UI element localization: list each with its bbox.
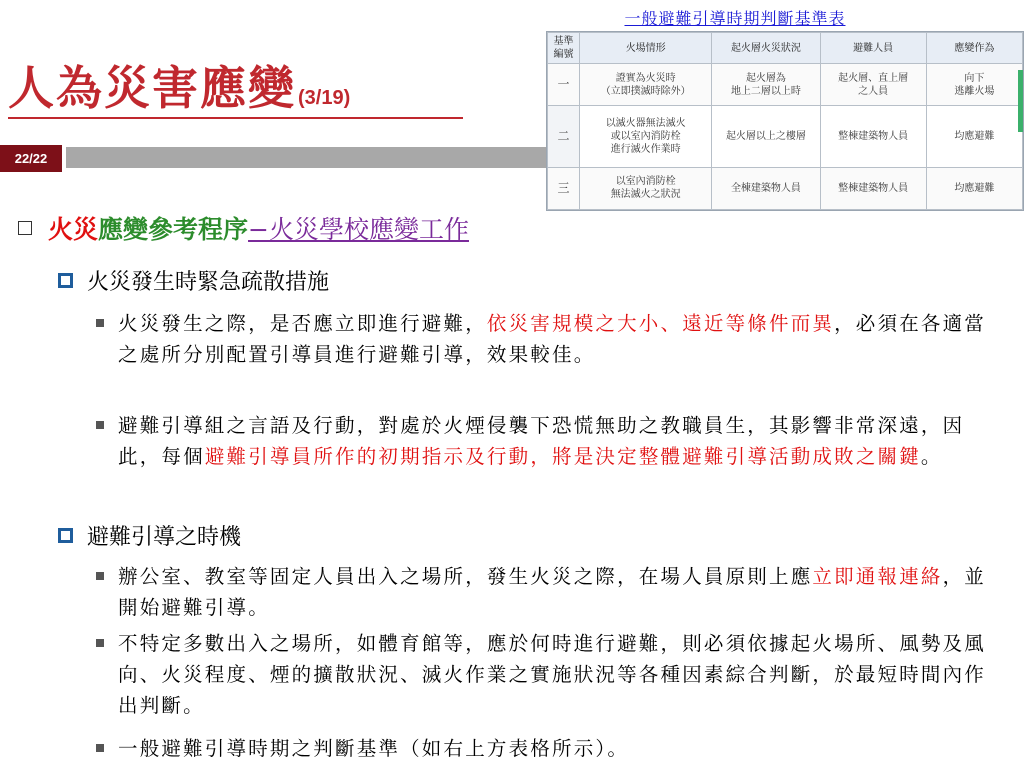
reference-table-image	[546, 31, 1024, 211]
small-square-bullet-icon	[96, 319, 104, 327]
text-run: 辦公室、教室等固定人員出入之場所，發生火災之際，在場人員原則上應	[118, 565, 813, 588]
slide-title-sub: (3/19)	[298, 87, 351, 109]
table-cell: 均應避難	[926, 167, 1022, 209]
table-cell: 三	[548, 167, 580, 209]
hollow-square-bullet-icon	[18, 221, 32, 235]
text-run-emphasis: 立即通報連絡	[812, 565, 943, 588]
table-cell: 起火層為 地上二層以上時	[712, 64, 820, 106]
text-run: 避難引導組之言語及行動，對處於火煙侵襲下恐慌無助之教職員生，其影響非常深遠，因此，每個	[118, 414, 965, 468]
table-header-cell: 避難人員	[820, 33, 926, 64]
section-heading	[18, 210, 469, 246]
text-run: ，必須在各適當之處所分別配置引導員進行避難引導，效果較佳。	[118, 312, 987, 366]
table-cell: 向下 逃離火場	[926, 64, 1022, 106]
list-item	[96, 733, 1006, 764]
subsection-label: 火災發生時緊急疏散措施	[87, 270, 330, 295]
square-bullet-icon	[58, 528, 73, 543]
table-cell: 一	[548, 64, 580, 106]
header-bar-gray	[66, 147, 546, 168]
subsection-heading	[58, 265, 329, 296]
table-cell: 全棟建築物人員	[712, 167, 820, 209]
table-header-row	[548, 33, 1023, 64]
subsection-heading	[58, 520, 241, 551]
table-cell: 證實為火災時 （立即撲滅時除外）	[580, 64, 712, 106]
subsection-label: 避難引導之時機	[87, 525, 242, 550]
small-square-bullet-icon	[96, 639, 104, 647]
list-item-text	[118, 410, 1006, 472]
table-cell: 以室內消防栓 無法滅火之狀況	[580, 167, 712, 209]
list-item	[96, 410, 1006, 472]
heading-part-procedure: 應變參考程序	[98, 215, 249, 244]
list-item	[96, 628, 1006, 721]
text-run-emphasis: 避難引導員所作的初期指示及行動，將是決定整體避難引導活動成敗之關鍵	[204, 445, 921, 468]
slide-title-main: 人為災害應變	[8, 61, 296, 115]
table-cell: 二	[548, 106, 580, 167]
table-cell: 均應避難	[926, 106, 1022, 167]
list-item-text	[118, 561, 1006, 623]
text-run: 。	[920, 445, 943, 468]
heading-part-fire: 火災	[48, 215, 99, 244]
slide-title	[8, 52, 350, 122]
list-item-text: 一般避難引導時期之判斷基準（如右上方表格所示）。	[118, 737, 630, 760]
text-run-emphasis: 依災害規模之大小、遠近等條件而異	[486, 312, 835, 335]
table-cell: 整棟建築物人員	[820, 167, 926, 209]
table-row	[548, 106, 1023, 167]
text-run: 火災發生之際，是否應立即進行避難，	[118, 312, 487, 335]
list-item	[96, 561, 1006, 623]
small-square-bullet-icon	[96, 421, 104, 429]
small-square-bullet-icon	[96, 744, 104, 752]
table-header-cell: 起火層火災狀況	[712, 33, 820, 64]
list-item-text	[118, 308, 1006, 370]
reference-table	[547, 32, 1023, 210]
table-cell: 以滅火器無法滅火 或以室內消防栓 進行滅火作業時	[580, 106, 712, 167]
text-run: ，並開始避難引導。	[118, 565, 987, 619]
table-row	[548, 167, 1023, 209]
table-cell: 起火層、直上層 之人員	[820, 64, 926, 106]
table-header-cell: 基準 編號	[548, 33, 580, 64]
small-square-bullet-icon	[96, 572, 104, 580]
table-cell: 整棟建築物人員	[820, 106, 926, 167]
page-number-badge: 22/22	[0, 145, 62, 172]
list-item	[96, 308, 1006, 370]
table-header-cell: 應變作為	[926, 33, 1022, 64]
square-bullet-icon	[58, 273, 73, 288]
table-row	[548, 64, 1023, 106]
table-cell: 起火層以上之樓層	[712, 106, 820, 167]
table-side-accent	[1018, 70, 1023, 132]
table-caption: 一般避難引導時期判斷基準表	[624, 9, 846, 28]
table-header-cell: 火場情形	[580, 33, 712, 64]
heading-part-school-response: −火災學校應變工作	[248, 215, 469, 244]
list-item-text: 不特定多數出入之場所，如體育館等，應於何時進行避難，則必須依據起火場所、風勢及風向、火災程度、煙的擴散狀況、滅火作業之實施狀況等各種因素綜合判斷，於最短時間內作出判斷。	[118, 632, 987, 717]
title-underline	[8, 117, 463, 119]
